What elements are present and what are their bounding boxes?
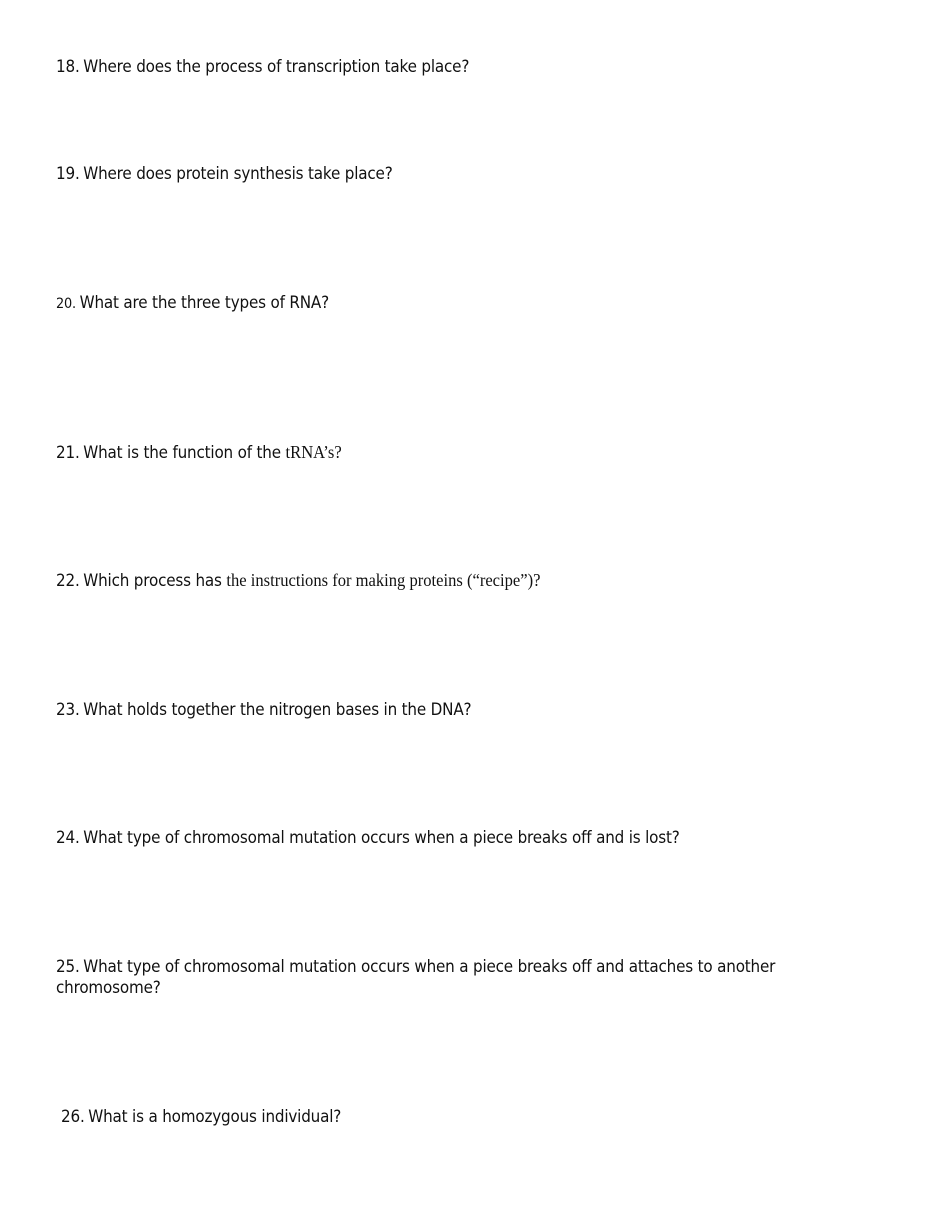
question-number: 24.	[56, 828, 80, 847]
question-number: 23.	[56, 700, 80, 719]
question-24	[56, 827, 774, 848]
question-18	[56, 56, 774, 77]
question-number: 18.	[56, 57, 80, 76]
question-text: What are the three types of RNA?	[79, 293, 329, 312]
question-number: 21.	[56, 443, 80, 462]
question-22	[56, 570, 774, 591]
question-number: 19.	[56, 164, 80, 183]
question-text: What type of chromosomal mutation occurs when a piece breaks off and is lost?	[83, 828, 680, 847]
question-21	[56, 442, 774, 463]
question-text: What is a homozygous individual?	[88, 1107, 342, 1126]
question-number: 22.	[56, 571, 80, 590]
question-26	[61, 1106, 779, 1127]
question-text-serif: tRNA’s?	[285, 442, 342, 462]
question-number: 20.	[56, 296, 76, 312]
question-text: What holds together the nitrogen bases in the DNA?	[83, 700, 472, 719]
question-text: Which process has	[83, 571, 222, 590]
question-text: Where does the process of transcription take place?	[83, 57, 470, 76]
question-23	[56, 699, 774, 720]
question-text: What is the function of the	[83, 443, 281, 462]
question-20	[56, 292, 774, 315]
question-25	[56, 956, 783, 998]
question-text-serif: the instructions for making proteins (“recipe”)?	[226, 570, 541, 590]
question-text: What type of chromosomal mutation occurs when a piece breaks off and attaches to another chromosome?	[56, 957, 776, 997]
question-19	[56, 163, 774, 184]
question-text: Where does protein synthesis take place?	[83, 164, 393, 183]
question-number: 25.	[56, 957, 80, 976]
question-number: 26.	[61, 1107, 85, 1126]
